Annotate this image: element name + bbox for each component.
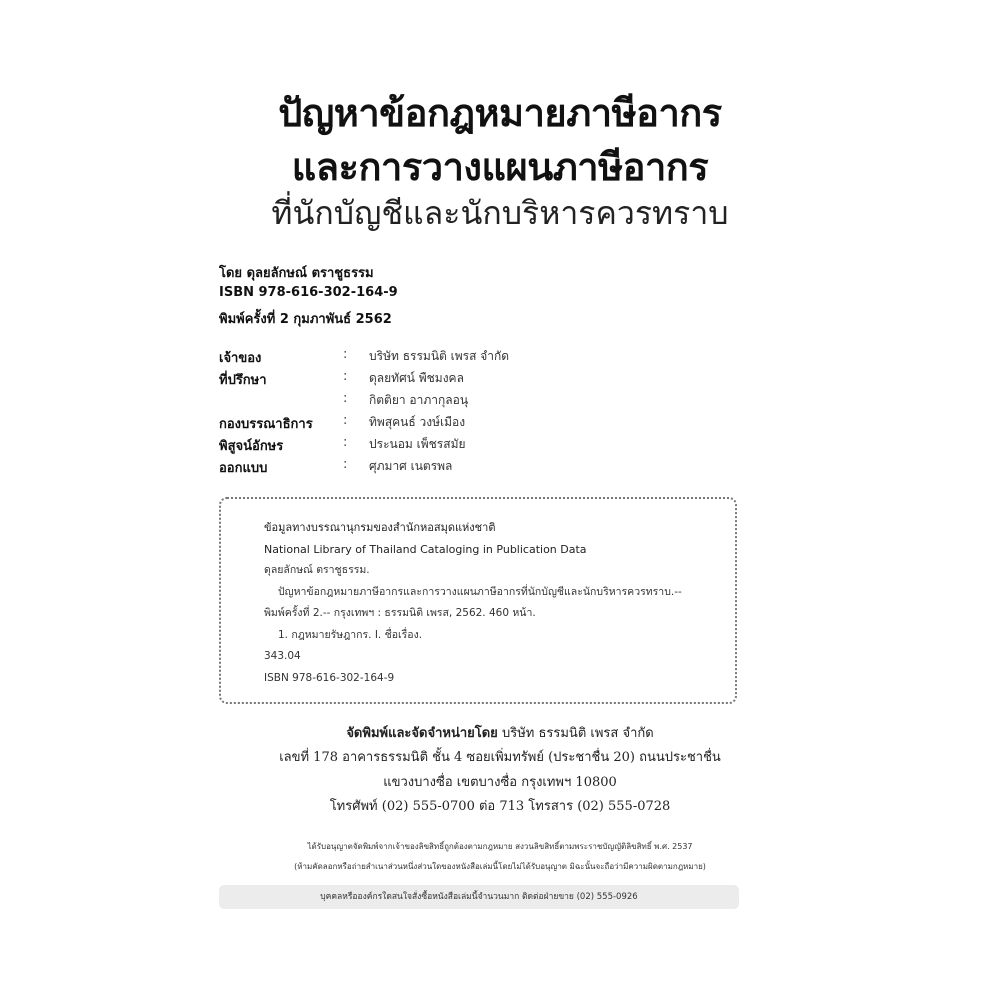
credit-row-designer (219, 457, 739, 479)
credit-value: ศุภมาศ เนตรพล (369, 459, 453, 473)
credit-value: กิตติยา อาภากุลอนุ (369, 393, 469, 407)
credit-colon: : (343, 369, 348, 384)
sales-contact-bar: บุคคลหรือองค์กรใดสนใจสั่งซื้อหนังสือเล่มนี้จำนวนมาก ติดต่อฝ่ายขาย (02) 555-0926 (219, 885, 739, 909)
credit-colon: : (343, 413, 348, 428)
credits-list (219, 347, 739, 479)
credit-row-owner (219, 347, 739, 369)
credit-value: ประนอม เพ็ชรสมัย (369, 437, 466, 451)
credit-colon: : (343, 435, 348, 450)
cip-header-english: National Library of Thailand Cataloging in Publication Data (264, 542, 587, 556)
credit-row-advisor-2 (219, 391, 739, 413)
credit-value: ทิพสุคนธ์ วงษ์เมือง (369, 415, 466, 429)
credit-colon: : (343, 457, 348, 472)
credit-label: ที่ปรึกษา (219, 373, 267, 388)
credit-label: ออกแบบ (219, 461, 268, 476)
copyright-notice: ได้รับอนุญาตจัดพิมพ์จากเจ้าของลิขสิทธิ์ถูกต้องตามกฎหมาย สงวนลิขสิทธิ์ตามพระราชบัญญัติลิขสิทธิ์ พ.ศ. 2537 (307, 842, 693, 851)
credit-value: บริษัท ธรรมนิติ เพรส จำกัด (369, 349, 510, 363)
title-line-1: ปัญหาข้อกฎหมายภาษีอากร (278, 91, 722, 135)
cip-author: ดุลยลักษณ์ ตราชูธรรม. (264, 564, 370, 576)
subtitle: ที่นักบัญชีและนักบริหารควรทราบ (271, 194, 729, 232)
author-line: โดย ดุลยลักษณ์ ตราชูธรรม (219, 266, 374, 281)
credit-row-advisor (219, 369, 739, 391)
isbn-line: ISBN 978-616-302-164-9 (219, 285, 398, 300)
copyright-warning: (ห้ามคัดลอกหรือถ่ายสำเนาส่วนหนึ่งส่วนใดของหนังสือเล่มนี้โดยไม่ได้รับอนุญาต มิฉะนั้นจะถือว่ามีความผิดตามกฎหมาย) (294, 862, 706, 871)
cip-title: ปัญหาข้อกฎหมายภาษีอากรและการวางแผนภาษีอากรที่นักบัญชีและนักบริหารควรทราบ.-- (278, 585, 682, 598)
publisher-address-2: แขวงบางซื่อ เขตบางซื่อ กรุงเทพฯ 10800 (383, 775, 617, 790)
cip-imprint: พิมพ์ครั้งที่ 2.-- กรุงเทพฯ : ธรรมนิติ เพรส, 2562. 460 หน้า. (264, 607, 536, 619)
cip-isbn: ISBN 978-616-302-164-9 (264, 671, 395, 684)
credit-row-editorial (219, 413, 739, 435)
credit-value: ดุลยทัศน์ พืชมงคล (369, 371, 464, 385)
publisher-line (0, 722, 1000, 743)
title-line-2: และการวางแผนภาษีอากร (291, 145, 709, 189)
cip-subject: 1. กฎหมายรัษฎากร. I. ชื่อเรื่อง. (278, 628, 423, 641)
credit-label: พิสูจน์อักษร (219, 439, 284, 454)
credit-label: เจ้าของ (219, 351, 262, 366)
cip-header-thai: ข้อมูลทางบรรณานุกรมของสำนักหอสมุดแห่งชาติ (264, 521, 496, 534)
credit-colon: : (343, 391, 348, 406)
cataloging-data-box (219, 497, 737, 704)
edition-line: พิมพ์ครั้งที่ 2 กุมภาพันธ์ 2562 (219, 312, 392, 327)
credit-label: กองบรรณาธิการ (219, 417, 313, 432)
publisher-label: จัดพิมพ์และจัดจำหน่ายโดย (346, 726, 498, 741)
cip-classification: 343.04 (264, 650, 301, 662)
credit-colon: : (343, 347, 348, 362)
publisher-phone: โทรศัพท์ (02) 555-0700 ต่อ 713 โทรสาร (02) 555-0728 (329, 799, 671, 814)
publisher-name: บริษัท ธรรมนิติ เพรส จำกัด (501, 726, 654, 741)
credit-row-proofreader (219, 435, 739, 457)
publisher-address-1: เลขที่ 178 อาคารธรรมนิติ ชั้น 4 ซอยเพิ่มทรัพย์ (ประชาชื่น 20) ถนนประชาชื่น (279, 750, 721, 765)
